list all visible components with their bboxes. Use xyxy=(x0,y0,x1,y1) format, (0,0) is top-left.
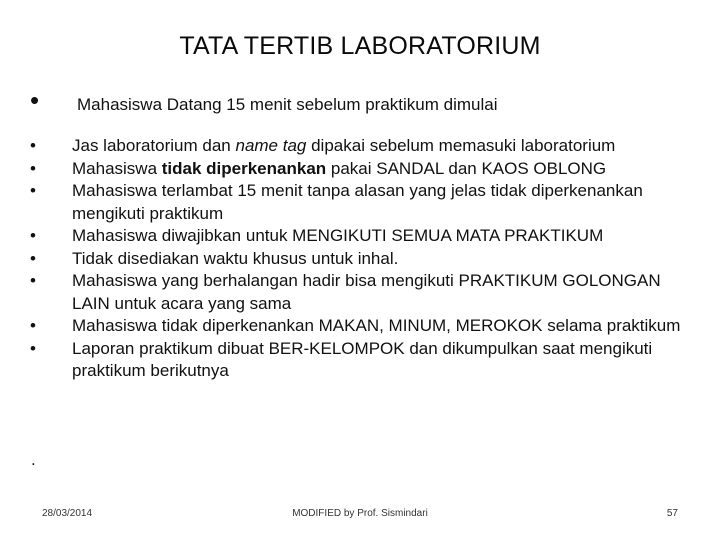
list-item-text: Mahasiswa terlambat 15 menit tanpa alasan yang jelas tidak diperkenankan mengikuti praktikum xyxy=(72,181,643,223)
list-item-text: Mahasiswa yang berhalangan hadir bisa mengikuti PRAKTIKUM GOLONGAN LAIN untuk acara yang sama xyxy=(72,271,661,313)
footer-date: 28/03/2014 xyxy=(42,508,93,519)
list-item xyxy=(30,248,690,271)
list-item xyxy=(30,135,690,158)
list-item-text: Tidak disediakan waktu khusus untuk inhal. xyxy=(72,248,399,268)
bullet-icon: • xyxy=(30,226,36,245)
list-item xyxy=(30,338,690,383)
bullet-icon: • xyxy=(30,338,36,358)
rules-list xyxy=(30,135,690,383)
first-bullet-item xyxy=(30,85,690,117)
page-number: 57 xyxy=(666,508,678,519)
list-item-text: name tag xyxy=(235,136,307,155)
list-item-text: Jas laboratorium dan xyxy=(72,136,236,155)
list-item xyxy=(30,180,690,225)
list-item xyxy=(30,315,690,338)
list-item-text: tidak diperkenankan xyxy=(161,158,327,178)
list-item-text: Mahasiswa tidak diperkenankan MAKAN, MINUM, MEROKOK selama praktikum xyxy=(72,316,681,335)
list-item xyxy=(30,158,690,181)
list-item xyxy=(30,225,690,248)
bullet-icon: • xyxy=(30,271,36,290)
list-item-text: pakai SANDAL dan KAOS OBLONG xyxy=(326,158,607,178)
bullet-icon: • xyxy=(30,316,36,335)
bullet-icon: • xyxy=(30,85,40,115)
first-item-text: Mahasiswa Datang 15 menit sebelum praktikum dimulai xyxy=(77,95,498,114)
list-item-text: Mahasiswa xyxy=(72,158,162,178)
bullet-icon: • xyxy=(30,136,36,155)
list-item-text: dipakai sebelum memasuki laboratorium xyxy=(306,136,616,155)
slide-title: TATA TERTIB LABORATORIUM xyxy=(179,32,541,60)
footer-credit: MODIFIED by Prof. Sismindari xyxy=(292,508,428,519)
empty-bullet-item: . xyxy=(31,450,36,469)
bullet-icon: • xyxy=(30,158,36,178)
bullet-icon: • xyxy=(30,248,36,268)
bullet-icon: • xyxy=(30,181,36,200)
list-item-text: Mahasiswa diwajibkan untuk MENGIKUTI SEMUA MATA PRAKTIKUM xyxy=(72,226,604,245)
list-item xyxy=(30,270,690,315)
list-item-text: Laporan praktikum dibuat BER-KELOMPOK dan dikumpulkan saat mengikuti praktikum berikutnya xyxy=(72,338,653,380)
